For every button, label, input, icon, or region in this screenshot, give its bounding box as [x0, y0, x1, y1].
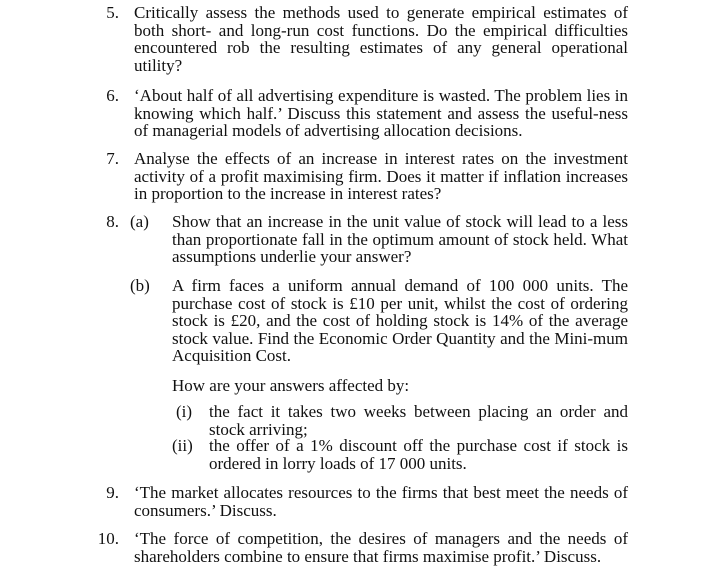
question-number: 9. — [106, 483, 119, 502]
question-number: 8. — [106, 212, 119, 231]
question-number: 6. — [106, 86, 119, 105]
subpart-ii-text: the offer of a 1% discount off the purchase cost if stock is ordered in lorry loads of 17 000 units. — [209, 436, 628, 473]
question-text: ‘The force of competition, the desires of managers and the needs of shareholders combine to ensure that firms maximise profit.’ Discuss. — [134, 529, 628, 566]
question-text: Analyse the effects of an increase in interest rates on the investment activity of a profit maximising firm. Does it matter if inflation increases in proportion to the increase in interest rates? — [134, 149, 628, 204]
question-text: ‘The market allocates resources to the firms that best meet the needs of consumers.’ Discuss. — [134, 483, 628, 520]
question-number: 7. — [106, 149, 119, 168]
subpart-i-text: the fact it takes two weeks between placing an order and stock arriving; — [209, 402, 628, 439]
part-b-followup: How are your answers affected by: — [172, 376, 410, 395]
subpart-label: (i) — [176, 402, 193, 421]
part-a-text: Show that an increase in the unit value of stock will lead to a less than proportionate fall in the optimum amount of stock held. What assumptions underlie your answer? — [172, 212, 628, 267]
part-label: (b) — [130, 276, 150, 295]
question-text: Critically assess the methods used to generate empirical estimates of both short- and long-run cost functions. Do the empirical difficulties encountered rob the resulting estimates of any general operational utility? — [134, 3, 628, 75]
question-text: ‘About half of all advertising expenditure is wasted. The problem lies in knowing which half.’ Discuss this statement and assess the useful-ness of managerial models of advertising allocation decisions. — [134, 86, 628, 141]
part-b-text: A firm faces a uniform annual demand of 100 000 units. The purchase cost of stock is £10 per unit, whilst the cost of ordering stock is £20, and the cost of holding stock is 14% of the average stock value. Find the Economic Order Quantity and the Mini-mum Acquisition Cost. — [172, 276, 628, 366]
question-number: 5. — [106, 3, 119, 22]
part-label: (a) — [130, 212, 149, 231]
subpart-label: (ii) — [172, 436, 193, 455]
question-number: 10. — [97, 529, 119, 548]
